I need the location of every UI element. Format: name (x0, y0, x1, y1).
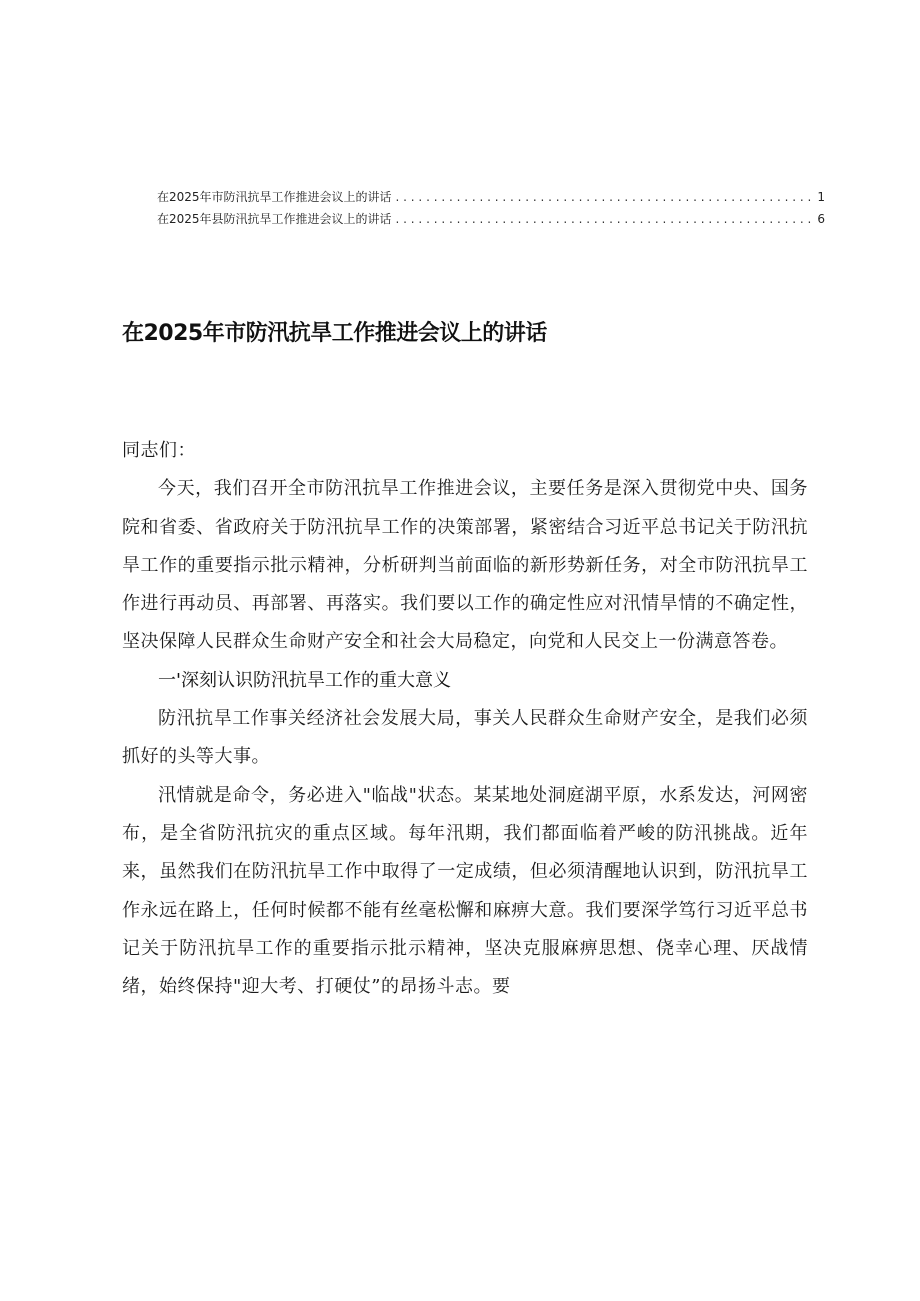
toc-entry[interactable] (157, 186, 825, 208)
toc-entry-title: 在2025年市防汛抗旱工作推进会议上的讲话 (157, 190, 392, 204)
document-body (122, 432, 808, 1006)
section-heading: 一'深刻认识防汛抗旱工作的重大意义 (158, 669, 451, 691)
toc-entry[interactable] (157, 208, 825, 230)
toc-page-number: 6 (817, 212, 825, 226)
body-paragraph: 汛情就是命令，务必进入"临战"状态。某某地处洞庭湖平原，水系发达，河网密布，是全省防汛抗灾的重点区域。每年汛期，我们都面临着严峻的防汛挑战。近年来，虽然我们在防汛抗旱工作中取得了一定成绩，但必须清醒地认识到，防汛抗旱工作永远在路上，任何时候都不能有丝毫松懈和麻痹大意。我们要深学笃行习近平总书记关于防汛抗旱工作的重要指示批示精神，坚决克服麻痹思想、侥幸心理、厌战情绪，始终保持"迎大考、打硬仗”的昂扬斗志。要 (122, 784, 808, 998)
body-paragraph: 今天，我们召开全市防汛抗旱工作推进会议，主要任务是深入贯彻党中央、国务院和省委、省政府关于防汛抗旱工作的决策部署，紧密结合习近平总书记关于防汛抗旱工作的重要指示批示精神，分析研判当前面临的新形势新任务，对全市防汛抗旱工作进行再动员、再部署、再落实。我们要以工作的确定性应对汛情旱情的不确定性，坚决保障人民群众生命财产安全和社会大局稳定，向党和人民交上一份满意答卷。 (122, 478, 808, 653)
salutation: 同志们： (122, 440, 196, 461)
toc-dot-leader (396, 208, 813, 230)
toc-page-number: 1 (817, 190, 825, 204)
body-paragraph: 防汛抗旱工作事关经济社会发展大局，事关人民群众生命财产安全，是我们必须抓好的头等大事。 (122, 708, 808, 768)
toc-entry-title: 在2025年县防汛抗旱工作推进会议上的讲话 (157, 212, 392, 226)
toc-dot-leader (396, 186, 813, 208)
table-of-contents (157, 186, 825, 230)
document-title: 在2025年市防汛抗旱工作推进会议上的讲话 (122, 321, 547, 346)
